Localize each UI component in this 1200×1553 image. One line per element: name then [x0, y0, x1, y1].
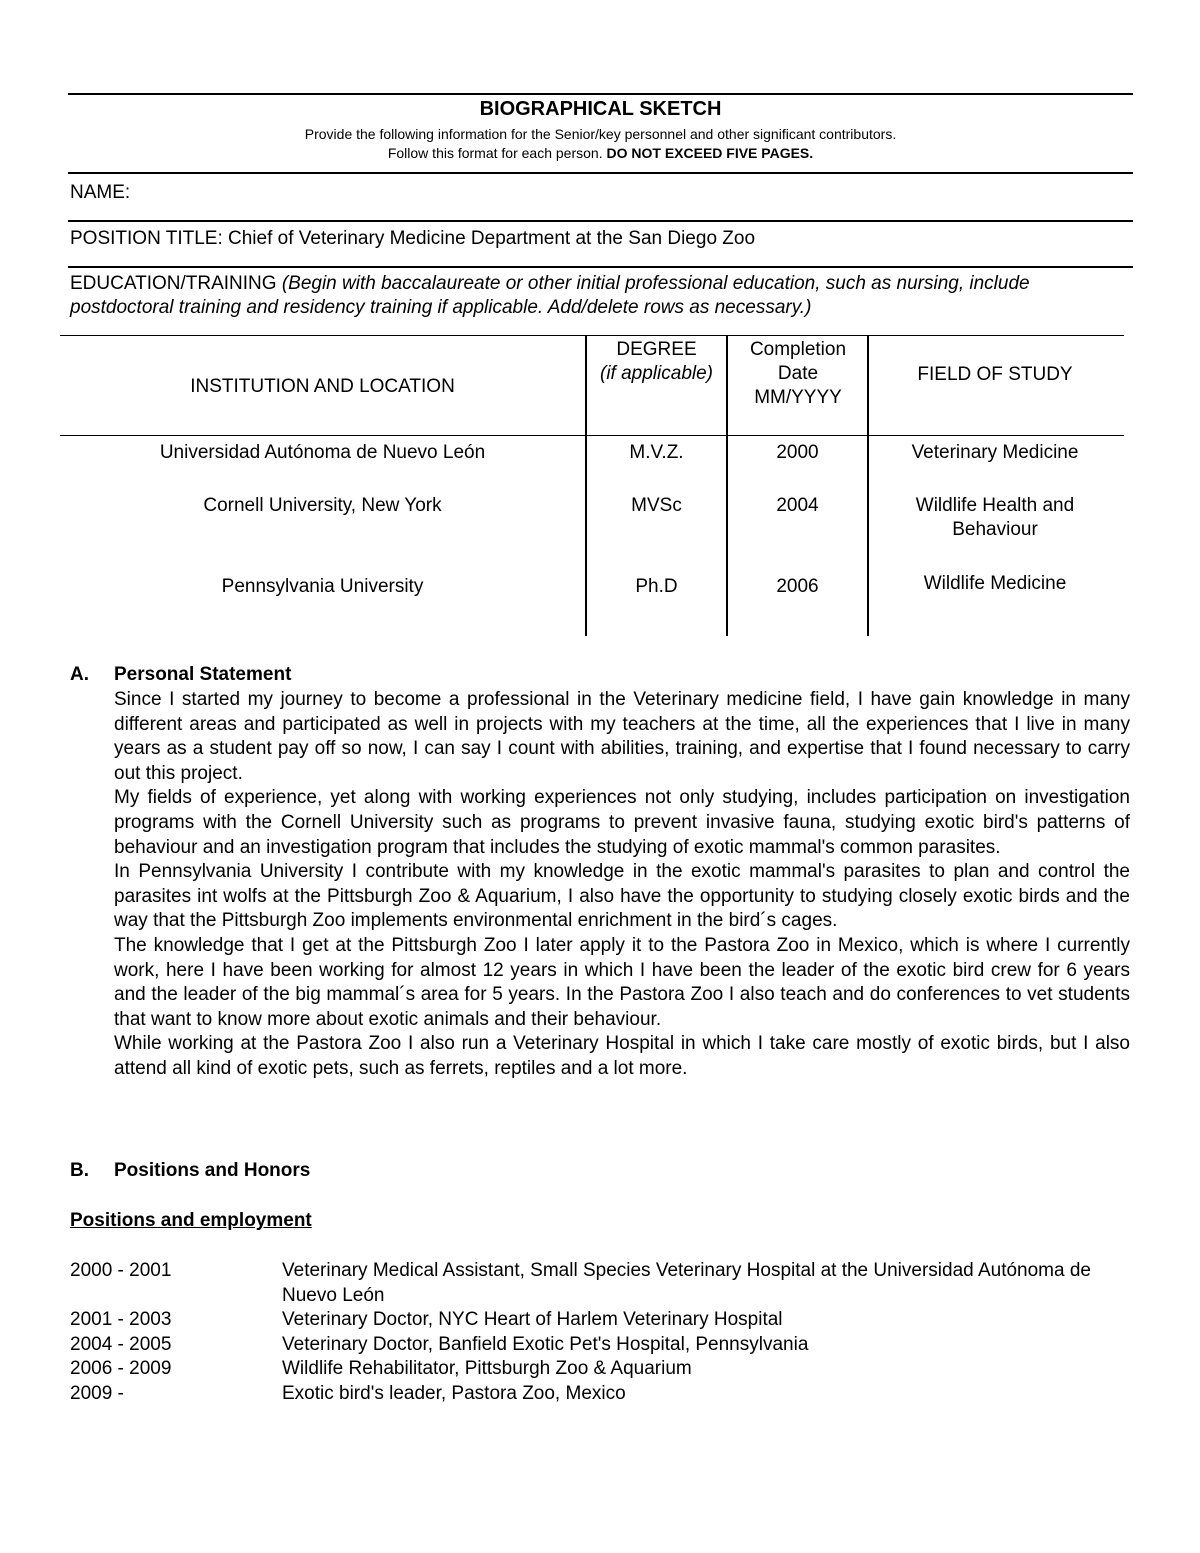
section-b-letter: B.	[70, 1160, 89, 1181]
education-label: EDUCATION/TRAINING	[70, 273, 277, 294]
table-top-rule	[60, 335, 1124, 336]
employment-row	[70, 1259, 1130, 1308]
section-b-heading	[70, 1160, 310, 1182]
col-header-completion: Completion Date MM/YYYY	[749, 339, 847, 408]
employment-years: 2004 - 2005	[70, 1333, 172, 1355]
name-field	[70, 182, 130, 204]
position-label: POSITION TITLE:	[70, 228, 223, 249]
instruction-line-2	[68, 145, 1133, 161]
employment-years: 2006 - 2009	[70, 1358, 172, 1379]
employment-description: Veterinary Medical Assistant, Small Species Veterinary Hospital at the Universidad Autónoma de Nuevo León	[282, 1260, 1091, 1306]
row-3-field: Wildlife Medicine	[923, 573, 1067, 594]
statement-paragraph-5: While working at the Pastora Zoo I also run a Veterinary Hospital in which I take care mostly of exotic birds, but I also attend all kind of exotic pets, such as ferrets, reptiles and a lot more.	[114, 1033, 1130, 1079]
employment-row	[70, 1333, 1130, 1358]
education-instructions: (Begin with baccalaureate or other initial professional education, such as nursing, include postdoctoral training and residency training if applicable. Add/delete rows as necessary.)	[70, 273, 1030, 318]
position-field	[70, 228, 755, 250]
position-value: Chief of Veterinary Medicine Department at the San Diego Zoo	[228, 228, 756, 249]
personal-statement	[114, 688, 1130, 1082]
name-rule	[68, 172, 1133, 174]
employment-description: Veterinary Doctor, NYC Heart of Harlem Veterinary Hospital	[282, 1309, 783, 1330]
instruction-plain: Follow this format for each person.	[387, 145, 603, 161]
document-title: BIOGRAPHICAL SKETCH	[479, 98, 722, 120]
section-a-heading	[70, 664, 291, 686]
education-rule	[68, 266, 1133, 268]
employment-description: Wildlife Rehabilitator, Pittsburgh Zoo & Aquarium	[282, 1358, 692, 1379]
employment-row	[70, 1382, 1130, 1407]
employment-years: 2000 - 2001	[70, 1260, 172, 1281]
employment-list	[70, 1259, 1130, 1406]
employment-years: 2001 - 2003	[70, 1309, 172, 1330]
row-2-date: 2004	[776, 495, 819, 516]
employment-row	[70, 1308, 1130, 1333]
employment-years: 2009 -	[70, 1382, 124, 1404]
top-rule	[68, 93, 1133, 95]
statement-paragraph-2: My fields of experience, yet along with working experiences not only studying, includes participation on investigation programs with the Cornell University such as programs to prevent invasive fauna, studying exotic bird's patterns of behaviour and an investigation program that includes the studying of exotic mammal's common parasites.	[114, 787, 1130, 858]
row-2-institution: Cornell University, New York	[203, 495, 442, 516]
row-3-degree: Ph.D	[635, 576, 678, 597]
col-header-institution: INSTITUTION AND LOCATION	[190, 376, 455, 397]
employment-description: Exotic bird's leader, Pastora Zoo, Mexico	[282, 1382, 626, 1404]
employment-subheading: Positions and employment	[70, 1210, 312, 1231]
position-rule	[68, 220, 1133, 222]
statement-paragraph-4: The knowledge that I get at the Pittsburgh Zoo I later apply it to the Pastora Zoo in Mexico, which is where I currently work, here I have been working for almost 12 years in which I have been the leader of the exotic bird crew for 6 years and the leader of the big mammal´s area for 5 years. In the Pastora Zoo I also teach and do conferences to vet students that want to know more about exotic animals and their behaviour.	[114, 934, 1130, 1030]
section-a-title: Personal Statement	[114, 664, 292, 685]
table-header-rule	[60, 435, 1124, 436]
statement-paragraph-3: In Pennsylvania University I contribute with my knowledge in the exotic mammal's parasites to plan and control the parasites int wolfs at the Pittsburgh Zoo & Aquarium, I also have the opportunity to studying closely exotic birds and the way that the Pittsburgh Zoo implements environmental enrichment in the bird´s cages.	[114, 861, 1130, 932]
row-3-institution: Pennsylvania University	[221, 576, 424, 597]
col-header-degree	[587, 338, 726, 386]
row-2-degree: MVSc	[631, 495, 682, 516]
row-1-date: 2000	[776, 442, 819, 463]
row-3-date: 2006	[776, 576, 819, 597]
col-header-degree-note: (if applicable)	[600, 363, 713, 384]
statement-paragraph-1: Since I started my journey to become a professional in the Veterinary medicine field, I have gain knowledge in many different areas and participated as well in projects with my teachers at the time, all the experiences that I live in many years as a student pay off so now, I can say I count with abilities, training, and expertise that I found necessary to carry out this project.	[114, 689, 1130, 784]
col-header-degree-label: DEGREE	[616, 339, 697, 360]
col-header-field: FIELD OF STUDY	[917, 364, 1073, 385]
row-1-field: Veterinary Medicine	[911, 442, 1079, 463]
row-2-field: Wildlife Health and Behaviour	[915, 495, 1075, 540]
instruction-line-1: Provide the following information for the Senior/key personnel and other significant contributors.	[304, 126, 897, 142]
employment-description: Veterinary Doctor, Banfield Exotic Pet's Hospital, Pennsylvania	[282, 1333, 809, 1355]
education-heading	[70, 272, 1130, 320]
section-b-title: Positions and Honors	[114, 1160, 311, 1181]
name-label: NAME:	[70, 182, 131, 203]
section-a-letter: A.	[70, 664, 89, 685]
employment-row	[70, 1357, 1130, 1382]
row-1-degree: M.V.Z.	[629, 442, 684, 463]
row-1-institution: Universidad Autónoma de Nuevo León	[159, 442, 486, 463]
page-limit-notice: DO NOT EXCEED FIVE PAGES.	[606, 145, 814, 161]
